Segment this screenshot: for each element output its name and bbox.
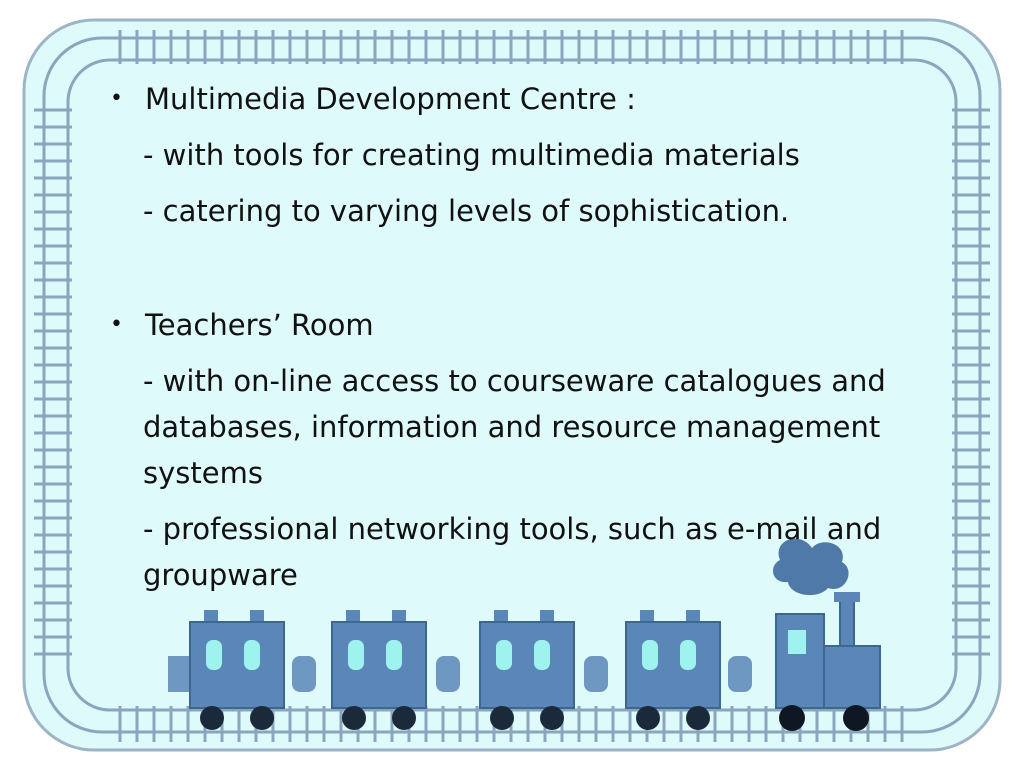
bullet-title: Multimedia Development Centre : (145, 82, 636, 116)
sub-item: - professional networking tools, such as e-mail and groupware (143, 512, 882, 592)
bullet-item-multimedia (108, 76, 908, 122)
bullet-icon: • (110, 86, 123, 111)
sub-item: - with on-line access to courseware catalogues and databases, information and resource management systems (143, 364, 886, 490)
sub-item: - catering to varying levels of sophistication. (143, 194, 790, 228)
slide-content (108, 76, 908, 598)
bullet-item-teachers-room (108, 302, 908, 348)
bullet-title: Teachers’ Room (145, 308, 374, 342)
bullet-icon: • (110, 312, 123, 337)
sub-item: - with tools for creating multimedia materials (143, 138, 800, 172)
